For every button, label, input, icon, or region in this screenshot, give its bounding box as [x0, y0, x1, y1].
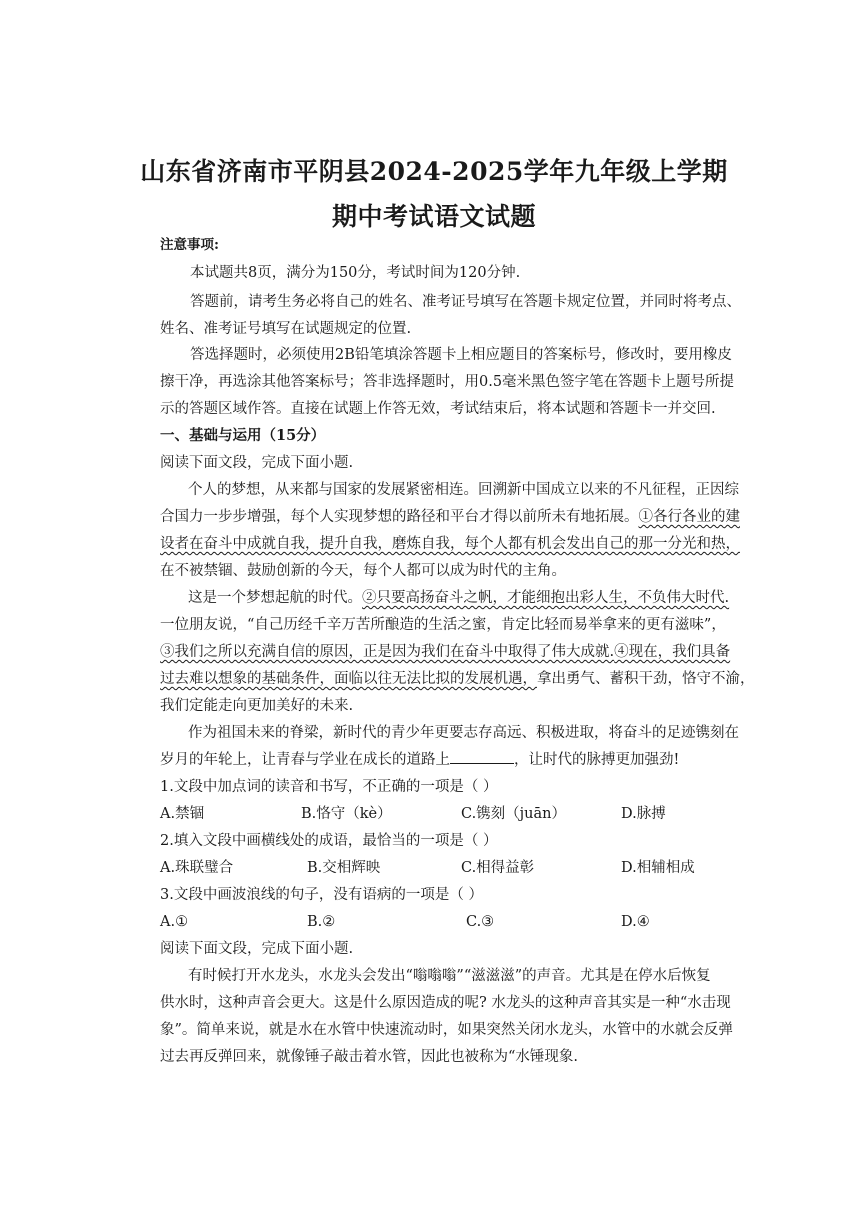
question-1-option-c: C.镌刻（juān）: [461, 806, 567, 822]
passage1-line2: [160, 506, 740, 528]
passage1-line7: [160, 641, 730, 663]
question-3-stem: 3.文段中画波浪线的句子，没有语病的一项是（ ）: [160, 887, 483, 903]
sentence-4-wavy: ④现在，我们具备: [614, 644, 731, 660]
sentence-1-wavy: ①各行各业的建: [638, 509, 740, 525]
passage1-line4: 在不被禁锢、鼓励创新的今天，每个人都可以成为时代的主角。: [160, 563, 566, 579]
passage1-line2-text: 合国力一步步增强，每个人实现梦想的路径和平台才得以前所未有地拓展。: [160, 509, 639, 525]
passage2-line2: 供水时，这种声音会更大。这是什么原因造成的呢? 水龙头的这种声音其实是一种“水击现: [160, 995, 731, 1011]
passage2-line1: 有时候打开水龙头，水龙头会发出“嗡嗡嗡”“滋滋滋”的声音。尤其是在停水后恢复: [188, 968, 711, 984]
question-1-option-a: A.禁锢: [160, 806, 205, 822]
sentence-3-wavy: ③我们之所以充满自信的原因，正是因为我们在奋斗中取得了伟大成就.: [160, 644, 615, 660]
question-3-option-a: A.①: [160, 914, 189, 930]
passage1-line1: 个人的梦想，从来都与国家的发展紧密相连。回溯新中国成立以来的不凡征程，正因综: [188, 482, 739, 498]
notice-paragraph-2b: 姓名、准考证号填写在试题规定的位置.: [160, 321, 412, 337]
passage1-line11: [160, 749, 679, 771]
question-2-option-c: C.相得益彰: [461, 860, 535, 876]
notice-heading: 注意事项:: [160, 237, 219, 253]
passage1-line3: 设者在奋斗中成就自我，提升自我，磨炼自我，每个人都有机会发出自己的那一分光和热，: [160, 536, 740, 552]
sentence-4-wavy-cont: 过去难以想象的基础条件，面临以往无法比拟的发展机遇，: [160, 671, 537, 687]
passage1-line8-text: 拿出勇气、蓄积干劲，恪守不渝，: [537, 671, 755, 687]
passage1-line8: [160, 668, 755, 690]
question-2-option-a: A.珠联璧合: [160, 860, 234, 876]
question-2-option-b: B.交相辉映: [307, 860, 381, 876]
sentence-2-wavy: ②只要高扬奋斗之帆，才能细抱出彩人生，不负伟大时代.: [362, 590, 730, 606]
passage1-line11-text-b: ，让时代的脉搏更加强劲!: [514, 752, 680, 768]
question-3-option-b: B.②: [307, 914, 336, 930]
passage1-line5: [188, 587, 729, 609]
notice-paragraph-3b: 擦干净，再选涂其他答案标号；答非选择题时，用0.5毫米黑色签字笔在答题卡上题号所提: [160, 374, 735, 390]
notice-paragraph-2a: 答题前，请考生务必将自己的姓名、准考证号填写在答题卡规定位置，并同时将考点、: [190, 294, 741, 310]
passage1-line9: 我们定能走向更加美好的未来.: [160, 698, 354, 714]
question-3-option-d: D.④: [621, 914, 650, 930]
question-2-stem: 2.填入文段中画横线处的成语，最恰当的一项是（ ）: [160, 833, 498, 849]
question-1-option-b: B.恪守（kè）: [301, 806, 392, 822]
passage1-line10: 作为祖国未来的脊梁，新时代的青少年更要志存高远、积极进取，将奋斗的足迹镌刻在: [188, 725, 739, 741]
reading-prompt-2: 阅读下面文段，完成下面小题.: [160, 941, 354, 957]
passage2-line4: 过去再反弹回来，就像锤子敲击着水管，因此也被称为“水锤现象.: [160, 1049, 579, 1065]
question-3-option-c: C.③: [466, 914, 495, 930]
exam-title-line1: 山东省济南市平阴县2024-2025学年九年级上学期: [140, 157, 728, 186]
reading-prompt-1: 阅读下面文段，完成下面小题.: [160, 455, 354, 471]
question-2-option-d: D.相辅相成: [621, 860, 695, 876]
passage2-line3: 象”。简单来说，就是水在水管中快速流动时，如果突然关闭水龙头，水管中的水就会反弹: [160, 1022, 733, 1038]
passage1-line11-text-a: 岁月的年轮上，让青春与学业在成长的道路上: [160, 752, 450, 768]
section-heading: 一、基础与运用（15分）: [160, 427, 326, 444]
fill-in-blank: [450, 749, 514, 764]
notice-paragraph-3a: 答选择题时，必须使用2B铅笔填涂答题卡上相应题目的答案标号，修改时，要用橡皮: [190, 347, 732, 363]
exam-title-line2: 期中考试语文试题: [331, 202, 536, 231]
question-1-option-d: D.脉搏: [621, 806, 666, 822]
notice-paragraph-1: 本试题共8页，满分为150分，考试时间为120分钟.: [190, 265, 521, 281]
notice-paragraph-3c: 示的答题区域作答。直接在试题上作答无效，考试结束后，将本试题和答题卡一并交回.: [160, 401, 716, 417]
question-1-stem: 1.文段中加点词的读音和书写，不正确的一项是（ ）: [160, 779, 498, 795]
passage1-line5-text: 这是一个梦想起航的时代。: [188, 590, 362, 606]
passage1-line6: 一位朋友说，“自己历经千辛万苦所酿造的生活之蜜，肯定比轻而易举拿来的更有滋味”，: [160, 617, 726, 633]
